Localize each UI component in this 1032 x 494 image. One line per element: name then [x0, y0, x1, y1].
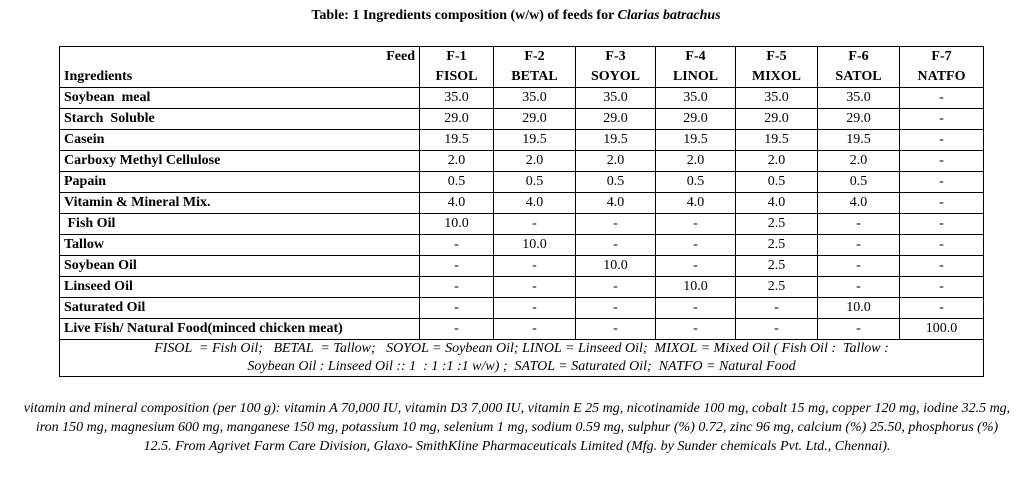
- ingredient-name: Starch Soluble: [60, 109, 420, 130]
- table-cell: 4.0: [818, 193, 900, 214]
- table-cell: 35.0: [576, 88, 656, 109]
- table-row: [60, 235, 984, 256]
- table-cell: -: [900, 277, 984, 298]
- table-cell: 10.0: [656, 277, 736, 298]
- table-cell: 35.0: [494, 88, 576, 109]
- table-cell: -: [420, 298, 494, 319]
- table-cell: -: [818, 235, 900, 256]
- table-cell: 0.5: [818, 172, 900, 193]
- table-cell: -: [420, 277, 494, 298]
- feed-name-header: MIXOL: [736, 67, 818, 88]
- table-row: [60, 193, 984, 214]
- feed-name-header: BETAL: [494, 67, 576, 88]
- table-row: [60, 298, 984, 319]
- table-cell: 29.0: [494, 109, 576, 130]
- ingredient-name: Fish Oil: [60, 214, 420, 235]
- table-row: [60, 214, 984, 235]
- header-row-names: [60, 67, 984, 88]
- table-cell: -: [900, 130, 984, 151]
- table-cell: 19.5: [494, 130, 576, 151]
- ingredient-name: Linseed Oil: [60, 277, 420, 298]
- table-cell: 2.0: [656, 151, 736, 172]
- table-caption: [0, 8, 1032, 24]
- table-cell: 2.5: [736, 235, 818, 256]
- table-row: [60, 151, 984, 172]
- table-cell: -: [900, 193, 984, 214]
- table-cell: 2.0: [818, 151, 900, 172]
- table-cell: 0.5: [736, 172, 818, 193]
- table-cell: 10.0: [420, 214, 494, 235]
- feed-code-header: F-2: [494, 47, 576, 68]
- table-cell: -: [818, 214, 900, 235]
- feed-name-header: SATOL: [818, 67, 900, 88]
- table-cell: 2.0: [576, 151, 656, 172]
- table-cell: 35.0: [818, 88, 900, 109]
- ingredient-name: Papain: [60, 172, 420, 193]
- abbreviation-legend: [60, 340, 984, 377]
- feed-name-header: SOYOL: [576, 67, 656, 88]
- table-cell: -: [576, 277, 656, 298]
- table-cell: -: [494, 214, 576, 235]
- legend-row: [60, 340, 984, 377]
- table-cell: -: [494, 298, 576, 319]
- legend-line: FISOL = Fish Oil; BETAL = Tallow; SOYOL = Soybean Oil; LINOL = Linseed Oil; MIXOL = Mixed Oil ( Fish Oil : Tallow :: [154, 341, 889, 356]
- table-cell: -: [576, 319, 656, 340]
- table-row: [60, 256, 984, 277]
- ingredient-name: Tallow: [60, 235, 420, 256]
- table-cell: -: [900, 235, 984, 256]
- ingredient-name: Carboxy Methyl Cellulose: [60, 151, 420, 172]
- table-cell: 19.5: [576, 130, 656, 151]
- table-cell: -: [576, 298, 656, 319]
- table-cell: 29.0: [576, 109, 656, 130]
- table-cell: -: [900, 298, 984, 319]
- table-cell: 2.0: [494, 151, 576, 172]
- table-cell: -: [736, 298, 818, 319]
- caption-species: Clarias batrachus: [617, 8, 721, 23]
- ingredient-name: Vitamin & Mineral Mix.: [60, 193, 420, 214]
- table-cell: 29.0: [420, 109, 494, 130]
- table-cell: 4.0: [656, 193, 736, 214]
- ingredient-name: Saturated Oil: [60, 298, 420, 319]
- table-cell: 10.0: [818, 298, 900, 319]
- table-cell: 29.0: [736, 109, 818, 130]
- table-cell: 0.5: [656, 172, 736, 193]
- table-cell: -: [656, 319, 736, 340]
- feed-name-header: NATFO: [900, 67, 984, 88]
- table-cell: -: [420, 235, 494, 256]
- feed-code-header: F-3: [576, 47, 656, 68]
- table-cell: 0.5: [420, 172, 494, 193]
- table-cell: 35.0: [420, 88, 494, 109]
- footnote: vitamin and mineral composition (per 100 g): vitamin A 70,000 IU, vitamin D3 7,000 IU, vitamin E 25 mg, nicotinamide 100 mg, cobalt 15 mg, copper 120 mg, iodine 32.5 mg, iron 150 mg, magnesium 600 mg, manganese 150 mg, potassium 10 mg, selenium 1 mg, sodium 0.59 mg, sulphur (%) 0.72, zinc 96 mg, calcium (%) 25.50, phosphorus (%) 12.5. From Agrivet Farm Care Division, Glaxo- SmithKline Pharmaceuticals Limited (Mfg. by Sunder chemicals Pvt. Ltd., Chennai).: [23, 401, 1011, 454]
- table-cell: 4.0: [576, 193, 656, 214]
- table-row: [60, 130, 984, 151]
- table-cell: 29.0: [818, 109, 900, 130]
- feed-header-label: Feed: [60, 47, 420, 68]
- table-cell: 19.5: [736, 130, 818, 151]
- table-cell: -: [818, 256, 900, 277]
- table-cell: -: [818, 319, 900, 340]
- table-cell: 10.0: [576, 256, 656, 277]
- table-cell: 2.0: [420, 151, 494, 172]
- table-cell: -: [900, 172, 984, 193]
- table-row: [60, 277, 984, 298]
- ingredient-name: Live Fish/ Natural Food(minced chicken meat): [60, 319, 420, 340]
- ingredient-name: Casein: [60, 130, 420, 151]
- ingredients-table: [59, 46, 984, 377]
- table-cell: 19.5: [656, 130, 736, 151]
- header-row-codes: [60, 47, 984, 68]
- feed-code-header: F-4: [656, 47, 736, 68]
- feed-code-header: F-5: [736, 47, 818, 68]
- table-cell: -: [656, 214, 736, 235]
- table-cell: 2.5: [736, 277, 818, 298]
- table-cell: 2.5: [736, 214, 818, 235]
- table-body: [60, 47, 984, 377]
- table-container: [59, 46, 983, 377]
- feed-code-header: F-7: [900, 47, 984, 68]
- table-cell: -: [420, 319, 494, 340]
- table-row: [60, 172, 984, 193]
- table-cell: 35.0: [656, 88, 736, 109]
- ingredients-header-label: Ingredients: [60, 67, 420, 88]
- table-cell: -: [656, 235, 736, 256]
- table-cell: -: [420, 256, 494, 277]
- table-cell: 29.0: [656, 109, 736, 130]
- table-cell: -: [900, 109, 984, 130]
- table-cell: 19.5: [818, 130, 900, 151]
- table-cell: -: [656, 256, 736, 277]
- table-cell: 19.5: [420, 130, 494, 151]
- table-cell: -: [576, 235, 656, 256]
- table-cell: 2.0: [736, 151, 818, 172]
- table-cell: 4.0: [420, 193, 494, 214]
- ingredient-name: Soybean Oil: [60, 256, 420, 277]
- table-cell: -: [900, 88, 984, 109]
- table-cell: 10.0: [494, 235, 576, 256]
- table-cell: 4.0: [736, 193, 818, 214]
- table-row: [60, 88, 984, 109]
- table-cell: -: [656, 298, 736, 319]
- table-cell: 35.0: [736, 88, 818, 109]
- table-cell: -: [494, 256, 576, 277]
- table-cell: 4.0: [494, 193, 576, 214]
- table-cell: -: [818, 277, 900, 298]
- table-cell: -: [576, 214, 656, 235]
- feed-name-header: LINOL: [656, 67, 736, 88]
- legend-line: Soybean Oil : Linseed Oil :: 1 : 1 :1 :1 w/w) ; SATOL = Saturated Oil; NATFO = Natural Food: [247, 359, 796, 374]
- table-row: [60, 319, 984, 340]
- feed-name-header: FISOL: [420, 67, 494, 88]
- table-cell: -: [900, 256, 984, 277]
- table-cell: -: [494, 277, 576, 298]
- table-row: [60, 109, 984, 130]
- ingredient-name: Soybean meal: [60, 88, 420, 109]
- table-cell: -: [900, 214, 984, 235]
- caption-text: Table: 1 Ingredients composition (w/w) of feeds for: [311, 8, 618, 23]
- feed-code-header: F-6: [818, 47, 900, 68]
- feed-code-header: F-1: [420, 47, 494, 68]
- table-cell: -: [736, 319, 818, 340]
- table-cell: -: [494, 319, 576, 340]
- table-cell: -: [900, 151, 984, 172]
- table-cell: 0.5: [576, 172, 656, 193]
- table-cell: 2.5: [736, 256, 818, 277]
- table-cell: 100.0: [900, 319, 984, 340]
- table-cell: 0.5: [494, 172, 576, 193]
